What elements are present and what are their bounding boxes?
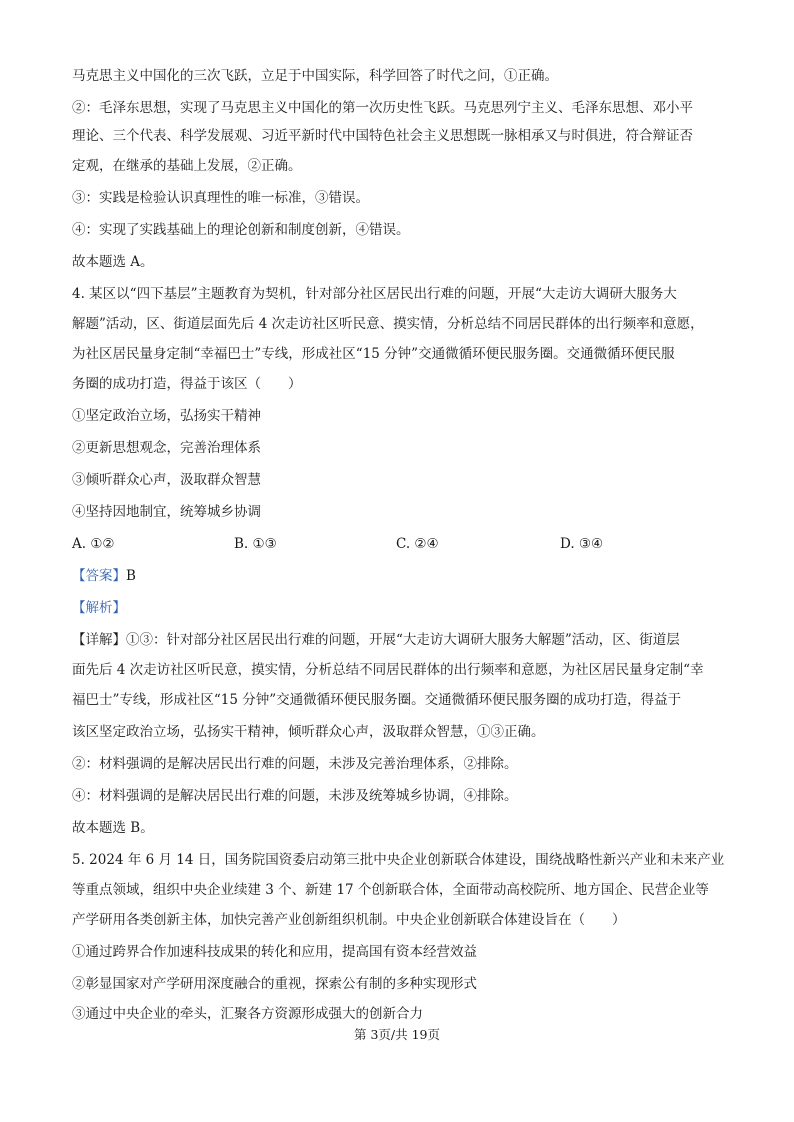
statement-item: ④坚持因地制宜，统筹城乡协调 bbox=[72, 504, 261, 520]
text-line: 定观，在继承的基础上发展，②正确。 bbox=[72, 158, 302, 174]
statement-item: ①坚定政治立场，弘扬实干精神 bbox=[72, 408, 261, 424]
text-line: 理论、三个代表、科学发展观、习近平新时代中国特色社会主义思想既一脉相承又与时俱进，符合辩证否 bbox=[72, 128, 693, 144]
answer-value: B bbox=[126, 568, 136, 584]
page-number-footer: 第 3页/共 19页 bbox=[353, 1027, 441, 1042]
text-line: 故本题选 B。 bbox=[72, 820, 154, 836]
question-5-stem: 5. 2024 年 6 月 14 日，国务院国资委启动第三批中央企业创新联合体建设，围绕战略性新兴产业和未来产业 bbox=[72, 852, 725, 868]
detail-text: ①③：针对部分社区居民出行难的问题，开展“大走访大调研大服务大解题”活动，区、街道层 bbox=[126, 632, 680, 648]
statement-item: ③倾听群众心声，汲取群众智慧 bbox=[72, 472, 261, 488]
option-b: B. ①③ bbox=[234, 536, 277, 552]
statement-item: ②彰显国家对产学研用深度融合的重视，探索公有制的多种实现形式 bbox=[72, 976, 477, 992]
question-4-stem: 解题”活动，区、街道层面先后 4 次走访社区听民意、摸实情，分析总结不同居民群体的出行频率和意愿， bbox=[72, 316, 704, 332]
detail-line: 该区坚定政治立场，弘扬实干精神，倾听群众心声，汲取群众智慧，①③正确。 bbox=[72, 724, 545, 740]
statement-item: ②更新思想观念，完善治理体系 bbox=[72, 440, 261, 456]
answer-tag: 【答案】 bbox=[72, 568, 126, 584]
text-line: ④：材料强调的是解决居民出行难的问题，未涉及统筹城乡协调，④排除。 bbox=[72, 788, 518, 804]
detail-line: 面先后 4 次走访社区听民意，摸实情，分析总结不同居民群体的出行频率和意愿，为社区居民量身定制“幸 bbox=[72, 662, 704, 678]
text-line: ②：毛泽东思想，实现了马克思主义中国化的第一次历史性飞跃。马克思列宁主义、毛泽东思想、邓小平 bbox=[72, 100, 693, 116]
text-line: ③：实践是检验认识真理性的唯一标准，③错误。 bbox=[72, 190, 369, 206]
text-line: 故本题选 A。 bbox=[72, 254, 154, 270]
analysis-tag: 【解析】 bbox=[72, 600, 126, 616]
text-line: 马克思主义中国化的三次飞跃，立足于中国实际，科学回答了时代之问，①正确。 bbox=[72, 68, 558, 84]
text-line: ④：实现了实践基础上的理论创新和制度创新，④错误。 bbox=[72, 222, 410, 238]
option-d: D. ③④ bbox=[560, 536, 604, 552]
detail-line: 福巴士”专线，形成社区“15 分钟”交通微循环便民服务圈。交通微循环便民服务圈的成功打造，得益于 bbox=[72, 692, 682, 708]
statement-item: ①通过跨界合作加速科技成果的转化和应用，提高国有资本经营效益 bbox=[72, 944, 477, 960]
question-4-stem: 务圈的成功打造，得益于该区（ ） bbox=[72, 376, 302, 392]
text-line: ②：材料强调的是解决居民出行难的问题，未涉及完善治理体系，②排除。 bbox=[72, 756, 518, 772]
answer-line bbox=[72, 566, 732, 586]
detail-line bbox=[72, 630, 732, 650]
question-4-stem: 4. 某区以“四下基层”主题教育为契机，针对部分社区居民出行难的问题，开展“大走访大调研大服务大 bbox=[72, 286, 677, 302]
detail-tag: 【详解】 bbox=[72, 632, 126, 648]
option-a: A. ①② bbox=[72, 536, 115, 552]
question-4-stem: 为社区居民量身定制“幸福巴士”专线，形成社区“15 分钟”交通微循环便民服务圈。交通微循环便民服 bbox=[72, 346, 675, 362]
question-5-stem: 产学研用各类创新主体，加快完善产业创新组织机制。中央企业创新联合体建设旨在（ ） bbox=[72, 912, 626, 928]
option-c: C. ②④ bbox=[396, 536, 439, 552]
statement-item: ③通过中央企业的牵头，汇聚各方资源形成强大的创新合力 bbox=[72, 1006, 423, 1022]
question-5-stem: 等重点领域，组织中央企业续建 3 个、新建 17 个创新联合体，全面带动高校院所、地方国企、民营企业等 bbox=[72, 882, 709, 898]
